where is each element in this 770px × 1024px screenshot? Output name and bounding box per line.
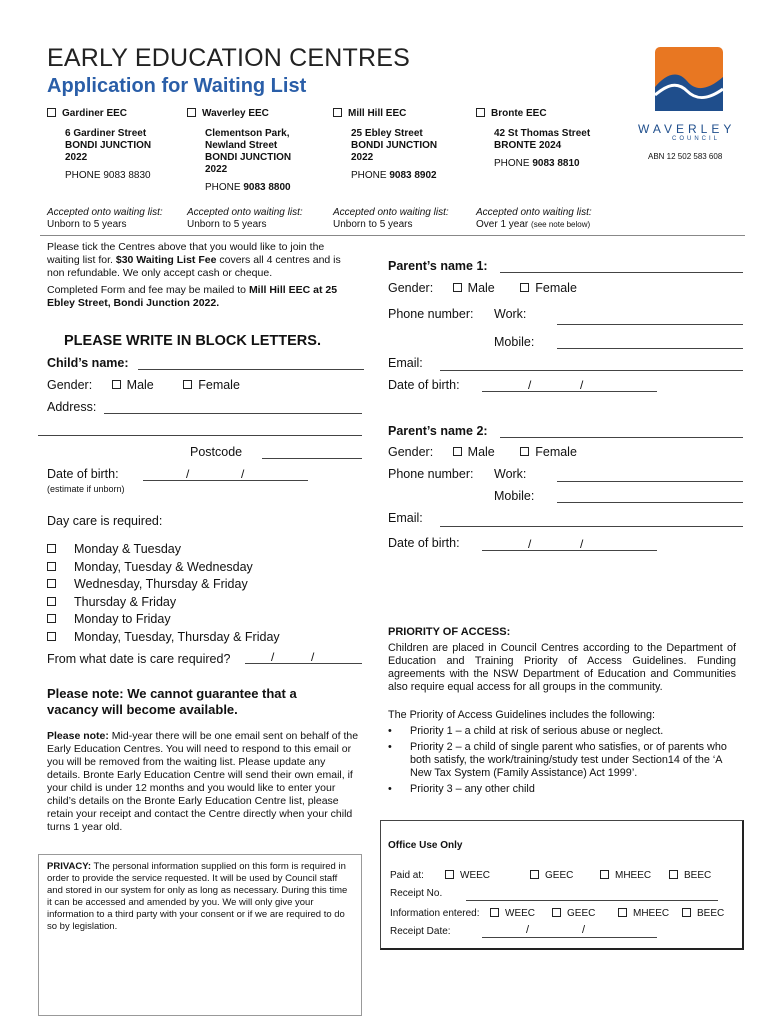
parent2-male-checkbox[interactable] bbox=[453, 447, 462, 456]
child-name-row: Child’s name: bbox=[47, 356, 364, 370]
accepted-gardiner: Accepted onto waiting list: Unborn to 5 years bbox=[47, 207, 163, 230]
receipt-date-label: Receipt Date: bbox=[390, 926, 451, 937]
centre-bronte: Bronte EEC 42 St Thomas Street BRONTE 2024 PHONE 9083 8810 bbox=[476, 108, 590, 170]
parent2-work-field[interactable] bbox=[557, 471, 743, 482]
parent2-dob-label: Date of birth: bbox=[388, 536, 460, 550]
checkbox-waverley[interactable] bbox=[187, 108, 196, 117]
separator bbox=[40, 235, 745, 236]
logo-wordmark: WAVERLEY bbox=[638, 122, 736, 136]
parent1-mobile-label: Mobile: bbox=[494, 335, 535, 349]
postcode-label: Postcode bbox=[190, 445, 243, 459]
parent1-email-field[interactable] bbox=[440, 360, 743, 371]
info-beec-checkbox[interactable] bbox=[682, 908, 691, 917]
parent2-mobile-field[interactable] bbox=[557, 492, 743, 503]
parent2-email-field[interactable] bbox=[440, 516, 743, 527]
child-male-checkbox[interactable] bbox=[112, 380, 121, 389]
priority-item: • Priority 1 – a child at risk of serious abuse or neglect. bbox=[388, 725, 664, 737]
parent1-phone-label: Phone number: bbox=[388, 307, 474, 321]
accepted-waverley: Accepted onto waiting list: Unborn to 5 years bbox=[187, 207, 303, 230]
centre-millhill: Mill Hill EEC 25 Ebley Street BONDI JUNCTION 2022 PHONE 9083 8902 bbox=[333, 108, 437, 182]
daycare-option[interactable]: Monday & Tuesday bbox=[47, 542, 280, 560]
care-start-row: From what date is care required? bbox=[47, 652, 231, 666]
paid-weec-checkbox[interactable] bbox=[445, 870, 454, 879]
parent1-gender-row: Gender: Male Female bbox=[388, 281, 577, 295]
form-title: EARLY EDUCATION CENTRES bbox=[47, 44, 410, 72]
checkbox-millhill[interactable] bbox=[333, 108, 342, 117]
paid-geec-checkbox[interactable] bbox=[530, 870, 539, 879]
centre-gardiner: Gardiner EEC 6 Gardiner Street BONDI JUNCTION 2022 PHONE 9083 8830 bbox=[47, 108, 151, 182]
office-use-heading: Office Use Only bbox=[388, 840, 463, 851]
daycare-label: Day care is required: bbox=[47, 514, 163, 528]
care-start-field[interactable]: / / bbox=[245, 653, 362, 664]
priority-item: • Priority 2 – a child of single parent who satisfies, or of parents who both satisfy, the work/training/study test under Section14 of the ‘A New Tax System (Family Assistance) Act 1999’. bbox=[388, 741, 727, 779]
parent1-name-row: Parent’s name 1: bbox=[388, 259, 488, 273]
parent1-work-label: Work: bbox=[494, 307, 527, 321]
parent2-work-label: Work: bbox=[494, 467, 527, 481]
daycare-option[interactable]: Monday, Tuesday & Wednesday bbox=[47, 560, 280, 578]
child-address-row: Address: bbox=[47, 400, 362, 414]
receipt-no-label: Receipt No. bbox=[390, 888, 443, 899]
parent2-female-checkbox[interactable] bbox=[520, 447, 529, 456]
child-dob-field[interactable]: / / bbox=[143, 470, 308, 481]
parent1-mobile-field[interactable] bbox=[557, 338, 743, 349]
receipt-date-field[interactable]: / / bbox=[482, 927, 657, 938]
info-entered-row: Information entered: WEEC GEEC MHEEC BEEC bbox=[390, 908, 725, 919]
info-mheec-checkbox[interactable] bbox=[618, 908, 627, 917]
parent2-name-row: Parent’s name 2: bbox=[388, 424, 488, 438]
child-address-field[interactable] bbox=[104, 403, 362, 414]
block-letters-notice: PLEASE WRITE IN BLOCK LETTERS. bbox=[64, 333, 321, 349]
accepted-bronte: Accepted onto waiting list: Over 1 year (see note below) bbox=[476, 207, 592, 230]
info-geec-checkbox[interactable] bbox=[552, 908, 561, 917]
parent1-dob-field[interactable]: / / bbox=[482, 381, 657, 392]
form-subtitle: Application for Waiting List bbox=[47, 75, 307, 97]
dob-estimate-note: (estimate if unborn) bbox=[47, 484, 125, 494]
child-female-checkbox[interactable] bbox=[183, 380, 192, 389]
receipt-no-field[interactable] bbox=[466, 890, 718, 901]
accepted-millhill: Accepted onto waiting list: Unborn to 5 years bbox=[333, 207, 449, 230]
child-name-field[interactable] bbox=[138, 359, 364, 370]
logo-council: COUNCIL bbox=[672, 136, 721, 142]
parent1-female-checkbox[interactable] bbox=[520, 283, 529, 292]
paid-beec-checkbox[interactable] bbox=[669, 870, 678, 879]
info-weec-checkbox[interactable] bbox=[490, 908, 499, 917]
parent1-work-field[interactable] bbox=[557, 314, 743, 325]
checkbox-gardiner[interactable] bbox=[47, 108, 56, 117]
midyear-note: Please note: Mid-year there will be one email sent on behalf of the Early Education Centres. You will need to respond to this email or you will be removed from the waiting list. Please update any details. Bronte Early Education Centre will send their own email, if your child is under 12 months and you would like to enter your child’s details on the Bronte Early Education Centre list, please retain your receipt and contact the Centre directly when your child turns 1 year old. bbox=[47, 730, 359, 833]
daycare-option[interactable]: Monday to Friday bbox=[47, 612, 280, 630]
abn: ABN 12 502 583 608 bbox=[648, 152, 723, 161]
child-dob-label: Date of birth: bbox=[47, 467, 119, 481]
parent2-mobile-label: Mobile: bbox=[494, 489, 535, 503]
centre-waverley: Waverley EEC Clementson Park, Newland Street BONDI JUNCTION 2022 PHONE 9083 8800 bbox=[187, 108, 291, 194]
parent1-name-field[interactable] bbox=[500, 262, 743, 273]
postcode-field[interactable] bbox=[262, 448, 362, 459]
daycare-option[interactable]: Thursday & Friday bbox=[47, 595, 280, 613]
priority-item: • Priority 3 – any other child bbox=[388, 783, 535, 795]
daycare-options bbox=[47, 542, 280, 647]
checkbox-bronte[interactable] bbox=[476, 108, 485, 117]
paid-at-row: Paid at: WEEC GEEC MHEEC BEEC bbox=[390, 870, 712, 881]
parent1-male-checkbox[interactable] bbox=[453, 283, 462, 292]
priority-list bbox=[388, 725, 738, 796]
parent2-email-label: Email: bbox=[388, 511, 423, 525]
child-address-line2[interactable] bbox=[38, 435, 362, 436]
daycare-option[interactable]: Wednesday, Thursday & Friday bbox=[47, 577, 280, 595]
priority-heading: PRIORITY OF ACCESS: bbox=[388, 626, 511, 638]
waverley-logo-mark bbox=[655, 47, 723, 111]
parent1-dob-label: Date of birth: bbox=[388, 378, 460, 392]
waverley-logo bbox=[655, 47, 723, 111]
privacy-box: PRIVACY: The personal information supplied on this form is required in order to provide the service requested. It will be used by Council staff and stored in our system for only as long as necessary. During this time it can be accessed and amended by you. We will only give your information to a third party with your consent or if we are required to do so by legislation. bbox=[38, 854, 362, 1016]
daycare-option[interactable]: Monday, Tuesday, Thursday & Friday bbox=[47, 630, 280, 648]
parent2-name-field[interactable] bbox=[500, 427, 743, 438]
priority-text: Children are placed in Council Centres according to the Department of Education and Training Priority of Access Guidelines. Funding agreements with the NSW Department of Education and Communities also require equal access for all groups in the community. bbox=[388, 642, 736, 693]
parent2-phone-label: Phone number: bbox=[388, 467, 474, 481]
parent2-gender-row: Gender: Male Female bbox=[388, 445, 577, 459]
child-gender-row: Gender: Male Female bbox=[47, 378, 240, 392]
parent2-dob-field[interactable]: / / bbox=[482, 540, 657, 551]
paid-mheec-checkbox[interactable] bbox=[600, 870, 609, 879]
priority-intro: The Priority of Access Guidelines includes the following: bbox=[388, 709, 656, 721]
vacancy-note-heading: Please note: We cannot guarantee that a vacancy will become available. bbox=[47, 686, 297, 717]
instructions: Please tick the Centres above that you would like to join the waiting list for. $30 Waiting List Fee covers all 4 centres and is non refundable. We only accept cash or cheque. Completed Form and fee may be mailed to Mill Hill EEC at 25 Ebley Street, Bondi Junction 2022. bbox=[47, 241, 341, 309]
parent1-email-label: Email: bbox=[388, 356, 423, 370]
